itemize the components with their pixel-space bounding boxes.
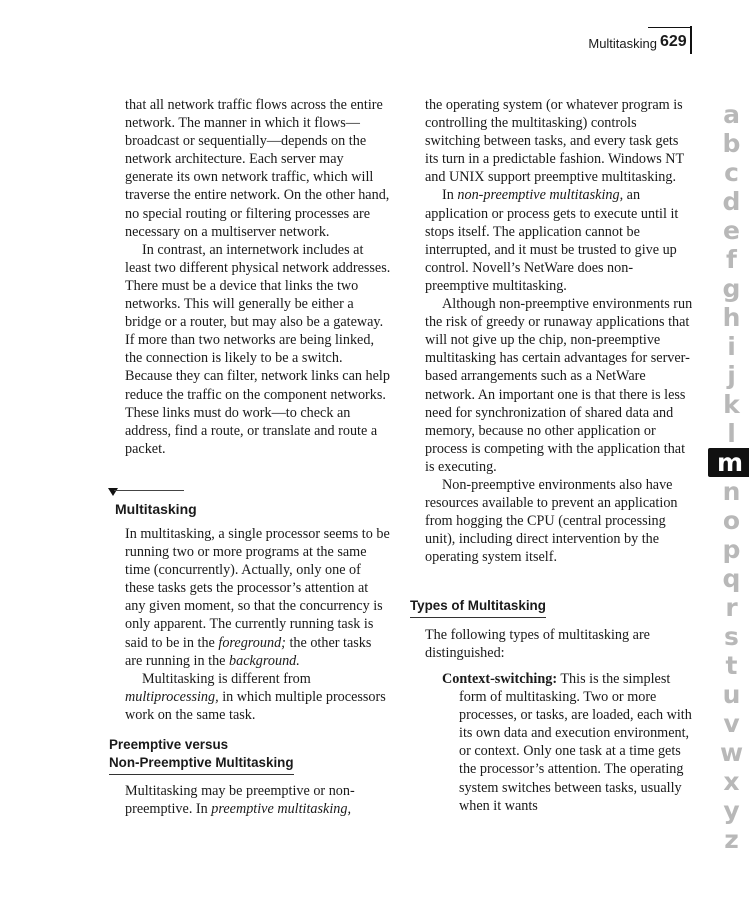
paragraph: In contrast, an internetwork includes at least two different physical network addresses. There must be a device that links the two networks. This will generally be either a bridge or a router, but may also be a gateway. If more than two networks are being linked, the connection is likely to be a switch. Because they can filter, network links can help reduce the traffic on the component networks. These links must do work—to check an address, find a route, or translate and route a packet. <box>125 241 391 457</box>
thumb-tab-j: j <box>727 361 736 390</box>
text-column-left <box>125 96 391 458</box>
text-column-left-section <box>125 525 391 724</box>
thumb-tab-q: q <box>722 564 741 593</box>
paragraph: The following types of multitasking are distinguished: <box>425 627 650 662</box>
thumb-tab-k: k <box>723 390 740 419</box>
running-head-title: Multitasking <box>588 36 657 51</box>
paragraph: Non-preemptive environments also have resources available to prevent an application from hogging the CPU (central processing unit), including direct intervention by the operating system itself. <box>425 476 678 566</box>
thumb-tab-c: c <box>724 158 739 187</box>
thumb-tab-g: g <box>722 274 741 303</box>
thumb-tab-p: p <box>722 535 741 564</box>
thumb-tab-i: i <box>727 332 736 361</box>
text-column-left-end <box>125 782 391 818</box>
thumb-index <box>714 100 749 854</box>
text-column-right <box>425 96 693 566</box>
paragraph: Although non-preemptive environments run the risk of greedy or runaway applications that will not give up the chip, non-preemptive multitasking has certain advantages for server-based arrangements such as a NetWare network. An important one is that there is less need for synchronization of shared data and memory, because no other application or process is competing with the application that is executing. <box>425 296 693 475</box>
text-column-right-section <box>425 626 693 662</box>
thumb-tab-u: u <box>722 680 741 709</box>
thumb-tab-t: t <box>725 651 738 680</box>
thumb-tab-d: d <box>722 187 741 216</box>
paragraph: that all network traffic flows across the entire network. The manner in which it flows—broadcast or sequentially—depends on the network architecture. Each server may generate its own network traffic, which will traverse the entire network. On the other hand, no special routing or filtering processes are necessary on a multiserver network. <box>125 97 390 240</box>
thumb-tab-e: e <box>723 216 740 245</box>
thumb-tab-h: h <box>722 303 741 332</box>
paragraph: In multitasking, a single processor seems to be running two or more programs at the same time (concurrently). Actually, only one of these tasks gets the processor’s attention at any given moment, so that the concurrency is only apparent. The currently running task is said to be in the foreground; the other tasks are running in the background. <box>125 526 390 669</box>
thumb-tab-y: y <box>723 796 740 825</box>
page-number: 629 <box>660 33 687 50</box>
thumb-tab-n: n <box>722 477 741 506</box>
header-rule-vertical <box>690 26 692 54</box>
paragraph: Multitasking may be preemptive or non-preemptive. In preemptive multitasking, <box>125 783 355 818</box>
thumb-tab-l: l <box>727 419 736 448</box>
thumb-tab-s: s <box>724 622 739 651</box>
paragraph: the operating system (or whatever program is controlling the multitasking) controls switching between tasks, and every task gets its turn in a predictable fashion. Windows NT and UNIX support preemptive multitasking. <box>425 97 684 186</box>
paragraph: Multitasking is different from multiprocessing, in which multiple processors work on the same task. <box>125 670 386 723</box>
header-rule-horizontal <box>648 27 692 28</box>
thumb-tab-z: z <box>724 825 739 854</box>
thumb-tab-a: a <box>723 100 740 129</box>
section-rule <box>114 490 184 491</box>
heading-types: Types of Multitasking <box>410 597 546 618</box>
definition-item: Context-switching: This is the simplest form of multitasking. Two or more processes, or tasks, are loaded, each with its own data and execution environment, or context. Only one task at a time gets the processor’s attention. The operating system switches between tasks, usually when it wants <box>442 671 692 814</box>
thumb-tab-o: o <box>722 506 741 535</box>
thumb-tab-w: w <box>719 738 744 767</box>
thumb-tab-f: f <box>726 245 737 274</box>
heading-preemptive: Preemptive versus Non-Preemptive Multitasking <box>109 736 294 775</box>
thumb-tab-x: x <box>723 767 740 796</box>
thumb-tab-r: r <box>725 593 738 622</box>
thumb-tab-v: v <box>723 709 740 738</box>
thumb-tab-b: b <box>722 129 741 158</box>
definition-list <box>442 670 692 815</box>
paragraph: In non-preemptive multitasking, an application or process gets to execute until it stops itself. The application cannot be interrupted, and it must be trusted to give up control. Novell’s NetWare does non-preemptive multitasking. <box>425 187 679 294</box>
thumb-tab-m: m <box>708 448 749 477</box>
heading-multitasking: Multitasking <box>115 501 197 517</box>
